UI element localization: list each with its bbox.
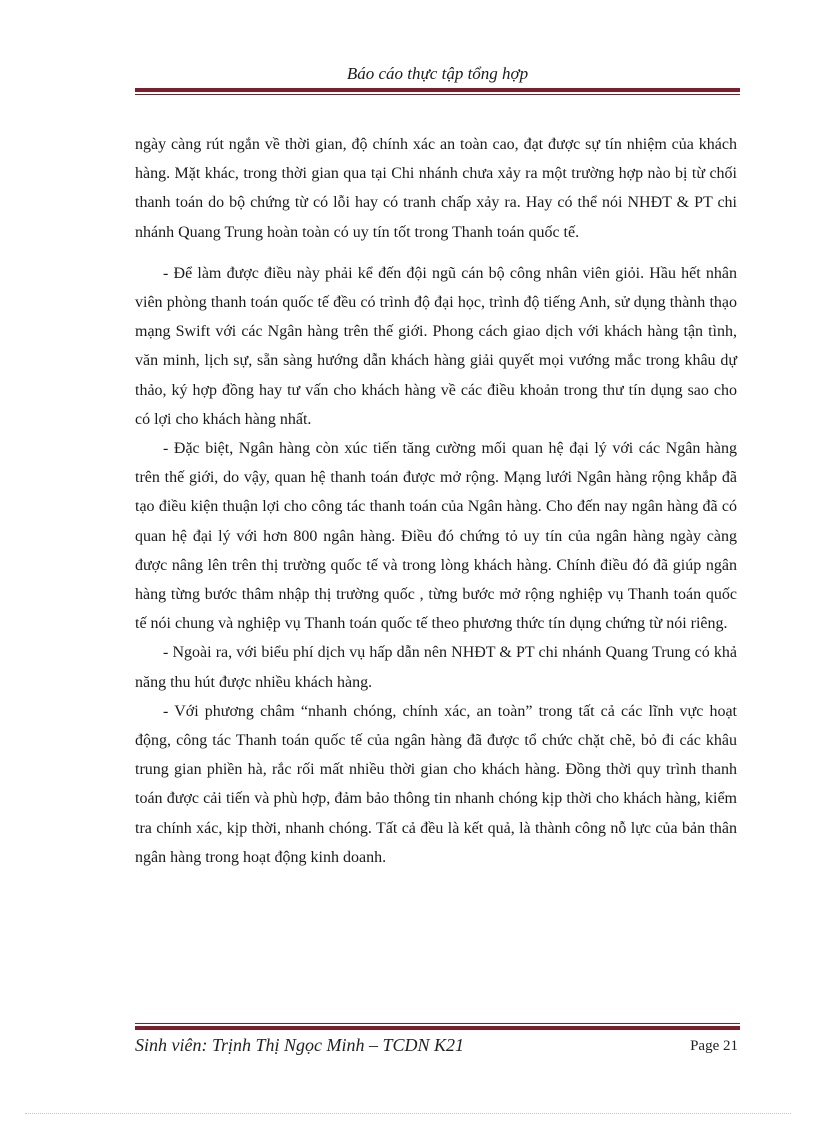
paragraph-3: - Đặc biệt, Ngân hàng còn xúc tiến tăng cường mối quan hệ đại lý với các Ngân hàng trên thế giới, do vậy, quan hệ thanh toán được mở rộng. Mạng lưới Ngân hàng rộng khắp đã tạo điều kiện thuận lợi cho công tác thanh toán của Ngân hàng. Cho đến nay ngân hàng đã có quan hệ đại lý với hơn 800 ngân hàng. Điều đó chứng tỏ uy tín của ngân hàng ngày càng được nâng lên trên thị trường quốc tế và trong lòng khách hàng. Chính điều đó đã giúp ngân hàng từng bước thâm nhập thị trường quốc , từng bước mở rộng nghiệp vụ Thanh toán quốc tế nói chung và nghiệp vụ Thanh toán quốc tế theo phương thức tín dụng chứng từ nói riêng. — [135, 440, 737, 633]
paragraph-5: - Với phương châm “nhanh chóng, chính xác, an toàn” trong tất cả các lĩnh vực hoạt động, công tác Thanh toán quốc tế của ngân hàng đã được tổ chức chặt chẽ, bỏ đi các khâu trung gian phiền hà, rắc rối mất nhiều thời gian cho khách hàng. Đồng thời quy trình thanh toán được cải tiến và phù hợp, đảm bảo thông tin nhanh chóng kịp thời cho khách hàng, kiểm tra chính xác, kịp thời, nhanh chóng. Tất cả đều là kết quả, là thành công nỗ lực của bản thân ngân hàng trong hoạt động kinh doanh. — [135, 702, 737, 866]
header-title: Báo cáo thực tập tổng hợp — [346, 64, 529, 83]
paragraph-2: - Để làm được điều này phải kể đến đội ngũ cán bộ công nhân viên giỏi. Hầu hết nhân viên phòng thanh toán quốc tế đều có trình độ đại học, trình độ tiếng Anh, sử dụng thành thạo mạng Swift với các Ngân hàng trên thế giới. Phong cách giao dịch với khách hàng tận tình, văn minh, lịch sự, sẵn sàng hướng dẫn khách hàng giải quyết mọi vướng mắc trong khâu dự thảo, ký hợp đồng hay tư vấn cho khách hàng về các điều khoản trong thư tín dụng sao cho có lợi cho khách hàng nhất. — [135, 264, 737, 428]
page-number: Page 21 — [690, 1038, 738, 1054]
footer-rule-thin — [135, 1023, 740, 1024]
paragraph-1: ngày càng rút ngắn về thời gian, độ chính xác an toàn cao, đạt được sự tín nhiệm của khách hàng. Mặt khác, trong thời gian qua tại Chi nhánh chưa xảy ra một trường hợp nào bị từ chối thanh toán do bộ chứng từ có lỗi hay có tranh chấp xảy ra. Hay có thể nói NHĐT & PT chi nhánh Quang Trung hoàn toàn có uy tín tốt trong Thanh toán quốc tế. — [135, 136, 737, 241]
paragraph-4: - Ngoài ra, với biểu phí dịch vụ hấp dẫn nên NHĐT & PT chi nhánh Quang Trung có khả năng thu hút được nhiều khách hàng. — [135, 644, 737, 691]
footer-rule-thick — [135, 1026, 740, 1030]
footer-author: Sinh viên: Trịnh Thị Ngọc Minh – TCDN K21 — [135, 1035, 465, 1055]
body-text — [135, 130, 737, 872]
page-bottom-edge — [25, 1113, 791, 1114]
header-rule-thick — [135, 88, 740, 92]
header-rule-thin — [135, 94, 740, 95]
